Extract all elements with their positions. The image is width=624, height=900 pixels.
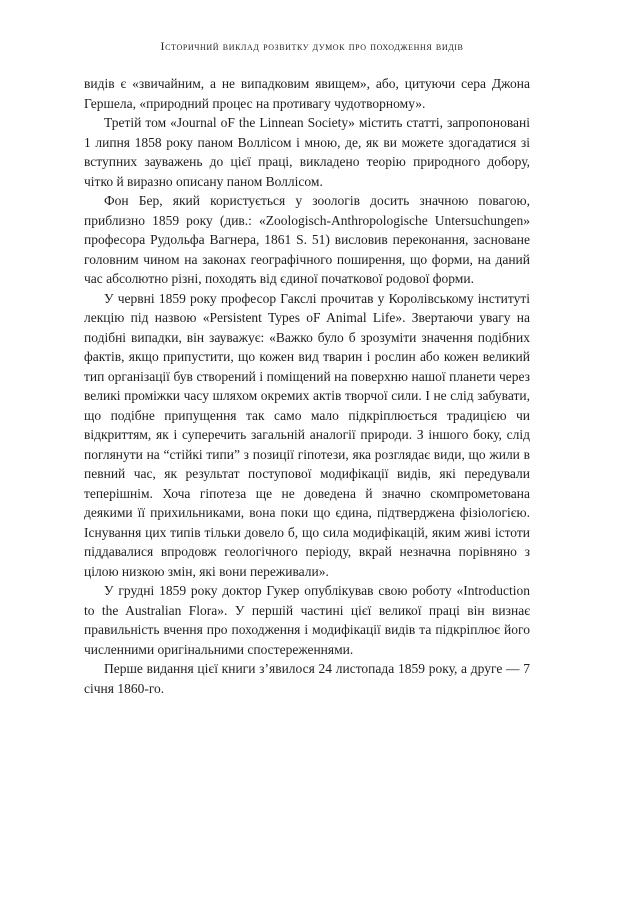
paragraph-von-baer: Фон Бер, який користується у зоологів досить значною повагою, приблизно 1859 року (див.: «Zoologisch-Anthropologische Untersuchungen» професора Рудольфа Вагнера, 1861 S. 51) висловив переконання, засноване головним чином на законах географічного поширення, що форми, на даний час абсолютно різні, походять від єдиної початкової родової форми. [84,193,530,286]
paragraph-huxley-lecture: У червні 1859 року професор Гакслі прочитав у Королівському інституті лекцію під назвою «Persistent Types oF Animal Life». Звертаючи увагу на подібні випадки, він зауважує: «Важко було б зрозуміти значення подібних фактів, якщо припустити, що кожен вид тварин і рослин або кожен великий тип організації був створений і поміщений на поверхню нашої планети через великі проміжки часу шляхом окремих актів творчої сили. І не слід забувати, що подібне припущення так само мало підкріплюється традицією чи відкриттям, як і суперечить загальній аналогії природи. З іншого боку, слід поглянути на “стійкі типи” з позиції гіпотези, яка розглядає види, що жили в певний час, як результат поступової модифікації видів, які передували теперішнім. Хоча гіпотеза ще не доведена й значно скомпрометована деякими її прихильниками, вона поки що єдина, підтверджена фізіологією. Існування цих типів тільки довело б, що сила модифікацій, яким живі істоти піддавалися впродовж геологічного періоду, вкрай незначна порівняно з цілою низкою змін, які вони переживали». [84,290,530,579]
paragraph-first-edition: Перше видання цієї книги з’явилося 24 листопада 1859 року, а друге — 7 січня 1860-го. [84,661,530,696]
paragraph-hooker-flora: У грудні 1859 року доктор Гукер опублікував свою роботу «Introduction to the Australian Flora». У першій частині цієї великої праці він визнає правильність вчення про походження і модифікації видів та підкріплює його численними оригінальними спостереженнями. [84,583,530,657]
page-body-text [84,74,530,698]
paragraph-continuation: видів є «звичайним, а не випадковим явищем», або, цитуючи сера Джона Гершела, «природний процес на противагу чудотворному». [84,76,530,111]
paragraph-linnean-journal: Третій том «Journal oF the Linnean Society» містить статті, запропоновані 1 липня 1858 року паном Воллісом і мною, де, як ви можете здогадатися зі вступних зауважень до цієї праці, викладено теорію природного добору, чітко й виразно описану паном Воллісом. [84,115,530,189]
running-head-title: Історичний виклад розвитку думок про походження видів [160,39,464,53]
